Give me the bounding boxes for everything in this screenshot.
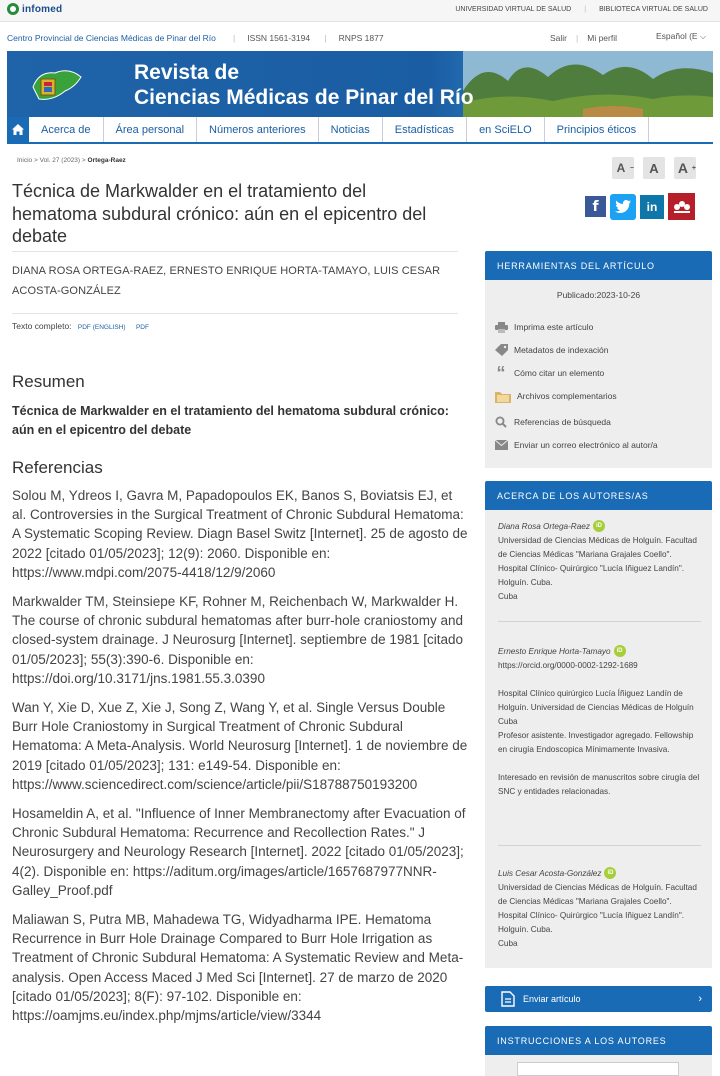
orcid-icon[interactable]: iD	[604, 867, 616, 879]
tools-panel-heading: HERRAMIENTAS DEL ARTÍCULO	[485, 251, 712, 280]
author-name: Ernesto Enrique Horta-Tamayo	[498, 647, 611, 656]
journal-banner[interactable]	[7, 51, 713, 117]
divider	[12, 313, 458, 314]
breadcrumb: Inicio > Vol. 27 (2023) > Ortega-Raez	[17, 157, 126, 164]
banner-title-line2: Ciencias Médicas de Pinar del Río	[134, 86, 474, 109]
divider: |	[584, 6, 587, 13]
nav-principios-eticos[interactable]: Principios éticos	[545, 117, 649, 142]
published-date: Publicado:2023-10-26	[556, 290, 641, 300]
about-authors-heading: ACERCA DE LOS AUTORES/AS	[485, 481, 712, 510]
mendeley-icon[interactable]	[668, 193, 695, 220]
nav-estadisticas[interactable]: Estadísticas	[383, 117, 467, 142]
social-share	[585, 193, 695, 220]
breadcrumb-current: Ortega-Raez	[87, 157, 126, 164]
reference-item: Solou M, Ydreos I, Gavra M, Papadopoulos EK, Banos S, Boviatsis EJ, et al. Controversies in the Surgical Treatment of Chronic Subdural Hematoma: A Systematic Scoping Review. Diagn Basel Switz [Internet]. 25 de agosto de 2022 [citado 01/05/2023]; 12(9): 2060. Disponible en: https://www.mdpi.com/2075-4418/12/9/2060	[12, 488, 468, 580]
font-decrease-button[interactable]: A −	[612, 157, 634, 179]
quote-icon: “	[496, 363, 506, 383]
font-size-controls	[612, 157, 696, 179]
abstract-heading: Resumen	[12, 372, 85, 391]
tool-supplementary[interactable]: Archivos complementarios	[494, 390, 617, 402]
link-biblioteca-virtual[interactable]: BIBLIOTECA VIRTUAL DE SALUD	[599, 6, 708, 13]
chevron-down-icon: ⌵	[699, 32, 707, 41]
orcid-url[interactable]: https://orcid.org/0000-0002-1292-1689	[498, 661, 638, 670]
language-select[interactable]: Español (E ⌵	[656, 31, 707, 41]
logout-link[interactable]: Salir	[550, 33, 568, 43]
font-reset-button[interactable]: A	[643, 157, 665, 179]
twitter-icon[interactable]	[610, 194, 636, 220]
printer-icon	[494, 321, 508, 333]
home-button[interactable]	[7, 117, 29, 142]
home-icon	[11, 123, 25, 136]
abstract-text: Técnica de Markwalder en el tratamiento del hematoma subdural crónico: aún en el epicentro del debate	[12, 404, 449, 437]
author-name: Luis Cesar Acosta-González	[498, 869, 602, 878]
search-icon	[494, 416, 508, 428]
nav-numeros-anteriores[interactable]: Números anteriores	[197, 117, 319, 142]
divider: |	[324, 33, 327, 43]
divider	[498, 845, 701, 846]
document-icon	[501, 991, 515, 1007]
valley-landscape-image	[463, 51, 713, 117]
banner-title-line1: Revista de	[134, 61, 240, 84]
references-list	[12, 486, 468, 1035]
instructions-panel	[485, 1055, 712, 1076]
divider: |	[233, 33, 236, 43]
infomed-logo-icon	[7, 3, 19, 15]
main-nav	[7, 117, 713, 144]
divider	[498, 621, 701, 622]
author-card: Ernesto Enrique Horta-Tamayo iD https://orcid.org/0000-0002-1292-1689 Hospital Clínico quirúrgico Lucía Íñiguez Landín de Holguín. Universidad de Ciencias Médicas de Holguín Cuba Profesor asistente. Investigador agregado. Fellowship en cirugía Endoscopica Mínimamente Invasiva. Interesado en revisión de manuscritos sobre cirugía del SNC y entidades relacionadas.	[498, 645, 703, 799]
reference-item: Hosameldin A, et al. "Influence of Inner Membranectomy after Evacuation of Chronic Subdural Hematoma: Recurrence and Recollection Rates." J Neurosurgery and Neurology Research [Internet]. 2022 [citado 01/05/2023]; 4(2). Disponible en: https://aditum.org/images/article/1657687977NNR-Galley_Proof.pdf	[12, 806, 466, 898]
top-bar	[0, 0, 720, 22]
infomed-logo[interactable]: infomed	[7, 3, 62, 15]
pdf-english-link[interactable]: PDF (ENGLISH)	[77, 324, 126, 331]
facebook-icon[interactable]: f	[585, 196, 606, 217]
reference-item: Markwalder TM, Steinsiepe KF, Rohner M, Reichenbach W, Markwalder H. The course of chronic subdural hematomas after burr-hole craniostomy and closed-system drainage. J Neurosurg [Internet]. septiembre de 1981 [citado 01/05/2023]; 55(3):390-6. Disponible en: https://doi.org/10.3171/jns.1981.55.3.0390	[12, 594, 463, 686]
tool-search-references[interactable]: Referencias de búsqueda	[494, 416, 611, 428]
reference-item: Wan Y, Xie D, Xue Z, Xie J, Song Z, Wang Y, et al. Single Versus Double Burr Hole Craniostomy in Surgical Treatment of Chronic Subdural Hematoma: A Meta-Analysis. World Neurosurg [Internet]. 1 de noviembre de 2019 [citado 01/05/2023]; 131: e149-54. Disponible en: https://www.sciencedirect.com/science/article/pii/S18788750193200	[12, 700, 468, 792]
tool-metadata[interactable]: Metadatos de indexación	[494, 344, 609, 356]
nav-area-personal[interactable]: Área personal	[104, 117, 198, 142]
reference-item: Maliawan S, Putra MB, Mahadewa TG, Widyadharma IPE. Hematoma Recurrence in Burr Hole Drainage Compared to Burr Hole Irrigation as Treatment of Chronic Subdural Hematoma: A Systematic Review and Meta-analysis. Open Access Maced J Med Sci [Internet]. 27 de marzo de 2020 [citado 01/05/2023]; 8(F): 97-102. Disponible en: https://oamjms.eu/index.php/mjms/article/view/3344	[12, 912, 464, 1024]
tool-cite[interactable]: “ Cómo citar un elemento	[494, 367, 604, 379]
journal-emblem-icon	[25, 57, 85, 111]
orcid-icon[interactable]: iD	[593, 520, 605, 532]
author-name: Diana Rosa Ortega-Raez	[498, 522, 590, 531]
tool-email-author[interactable]: Enviar un correo electrónico al autor/a	[494, 439, 658, 451]
references-heading: Referencias	[12, 458, 103, 477]
instructions-image[interactable]	[517, 1062, 679, 1076]
author-card: Diana Rosa Ortega-Raez iD Universidad de Ciencias Médicas de Holguín. Facultad de Ciencias Médicas "Mariana Grajales Coello". Hospital Clínico- Quirúrgico "Lucía Iñiguez Landín". Holguín. Cuba. Cuba	[498, 522, 697, 601]
issn: ISSN 1561-3194	[247, 33, 311, 43]
author-card: Luis Cesar Acosta-González iD Universidad de Ciencias Médicas de Holguín. Facultad de Ciencias Médicas "Mariana Grajales Coello". Hospital Clínico- Quirúrgico "Lucía Iñiguez Landín". Holguín. Cuba. Cuba	[498, 869, 697, 948]
tool-print[interactable]: Imprima este artículo	[494, 321, 593, 333]
fulltext-links: Texto completo: PDF (ENGLISH) PDF	[12, 321, 149, 331]
envelope-icon	[494, 439, 508, 451]
profile-link[interactable]: Mi perfil	[587, 33, 617, 43]
orcid-icon[interactable]: iD	[614, 645, 626, 657]
journal-info-bar	[0, 22, 720, 51]
instructions-heading: INSTRUCCIONES A LOS AUTORES	[485, 1026, 712, 1055]
nav-en-scielo[interactable]: en SciELO	[467, 117, 545, 142]
org-link[interactable]: Centro Provincial de Ciencias Médicas de Pinar del Río	[7, 33, 216, 43]
rnps: RNPS 1877	[338, 33, 384, 43]
article-authors: DIANA ROSA ORTEGA-RAEZ, ERNESTO ENRIQUE HORTA-TAMAYO, LUIS CESAR ACOSTA-GONZÁLEZ	[12, 265, 441, 297]
nav-acerca-de[interactable]: Acerca de	[29, 117, 104, 142]
linkedin-icon[interactable]: in	[640, 195, 664, 219]
folder-icon	[494, 390, 511, 402]
breadcrumb-issue[interactable]: Vol. 27 (2023)	[39, 157, 81, 164]
nav-noticias[interactable]: Noticias	[319, 117, 383, 142]
divider	[12, 251, 458, 252]
submit-article-button[interactable]: Enviar artículo ›	[485, 986, 712, 1012]
tag-icon	[494, 344, 508, 356]
font-increase-button[interactable]: A +	[674, 157, 696, 179]
breadcrumb-home[interactable]: Inicio	[17, 157, 33, 164]
pdf-link[interactable]: PDF	[135, 324, 149, 331]
chevron-right-icon: ›	[698, 993, 702, 1005]
divider: |	[576, 33, 579, 43]
article-title: Técnica de Markwalder en el tratamiento del hematoma subdural crónico: aún en el epicentro del debate	[12, 181, 427, 246]
link-universidad-virtual[interactable]: UNIVERSIDAD VIRTUAL DE SALUD	[455, 6, 572, 13]
